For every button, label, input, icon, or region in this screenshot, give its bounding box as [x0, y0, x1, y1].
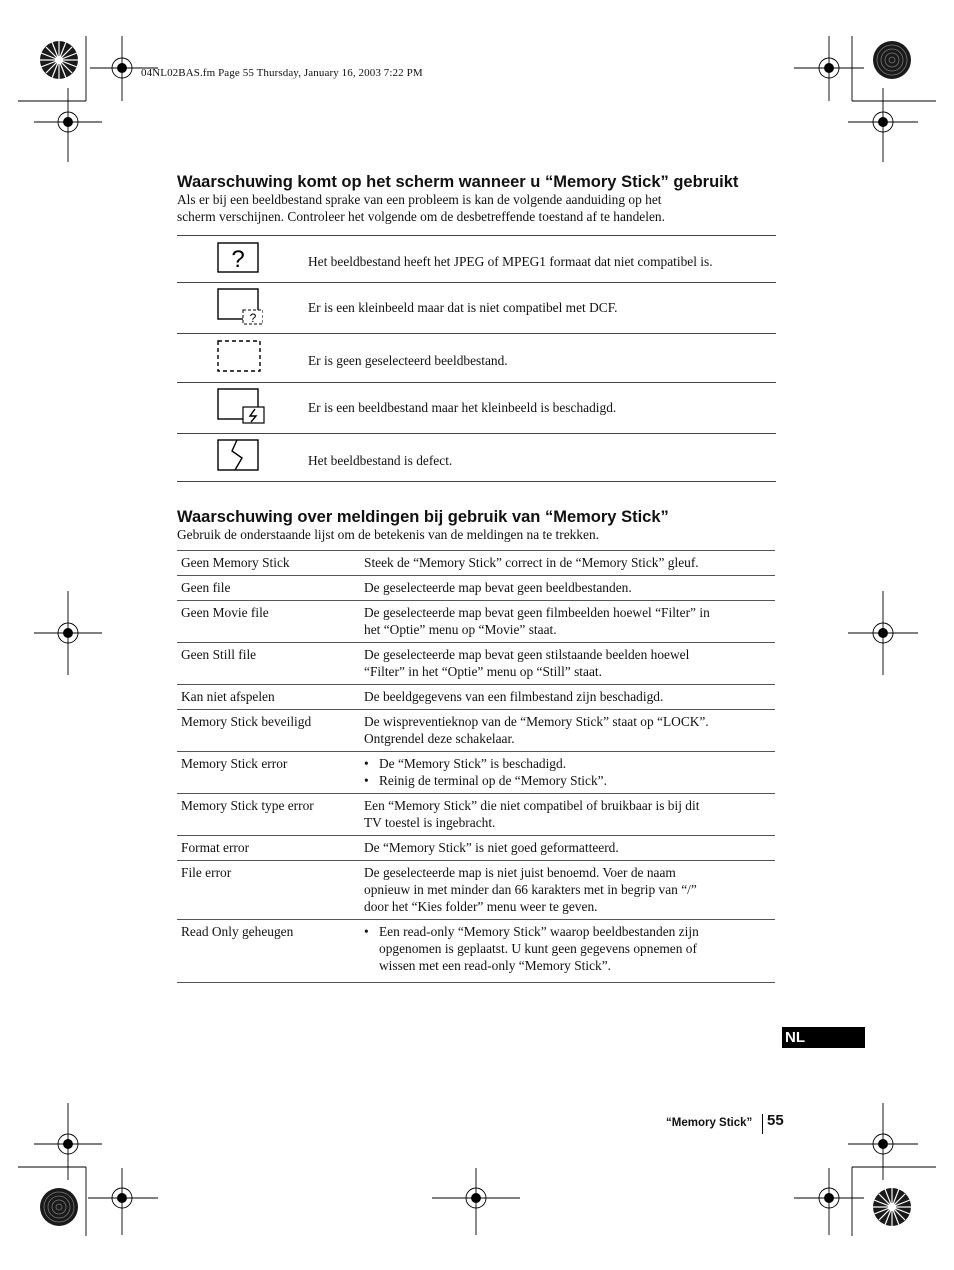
thumbnail-incompatible-icon — [217, 288, 263, 326]
message-description — [355, 861, 775, 920]
description-line: • Een read-only “Memory Stick” waarop beeldbestanden zijn — [379, 924, 699, 939]
description-line: De geselecteerde map bevat geen filmbeelden hoewel “Filter” in — [364, 605, 710, 620]
icon-description: Er is een kleinbeeld maar dat is niet compatibel met DCF. — [308, 300, 618, 315]
section1-intro-line: scherm verschijnen. Controleer het volgende om de desbetreffende toestand af te handelen. — [177, 209, 665, 224]
section1-title: Waarschuwing komt op het scherm wanneer u “Memory Stick” gebruikt — [177, 173, 739, 191]
description-line: opgenomen is geplaatst. U kunt geen gegevens opnemen of — [379, 941, 697, 956]
message-label: Geen Still file — [177, 643, 355, 685]
table-row — [177, 752, 775, 794]
language-tab: NL — [782, 1027, 865, 1048]
table-row — [177, 643, 775, 685]
message-description — [355, 794, 775, 836]
icon-description: Het beeldbestand is defect. — [308, 453, 453, 468]
section2-intro: Gebruik de onderstaande lijst om de betekenis van de meldingen na te trekken. — [177, 527, 600, 542]
bullet-item — [364, 923, 771, 974]
table-row — [177, 836, 775, 861]
dashed-box-icon — [217, 340, 261, 374]
description-line: TV toestel is ingebracht. — [364, 815, 496, 830]
message-label: Memory Stick beveiligd — [177, 710, 355, 752]
message-label: Memory Stick type error — [177, 794, 355, 836]
bullet-list — [364, 755, 771, 789]
starburst-target-icon — [873, 41, 911, 79]
message-label: Geen Memory Stick — [177, 551, 355, 576]
message-description — [355, 601, 775, 643]
table-row — [177, 794, 775, 836]
message-label: File error — [177, 861, 355, 920]
description-line: wissen met een read-only “Memory Stick”. — [379, 958, 612, 973]
description-line: Ontgrendel deze schakelaar. — [364, 731, 515, 746]
icon-table-row — [177, 383, 776, 434]
registration-mark-icon — [432, 1168, 520, 1235]
registration-mark-icon — [794, 1168, 864, 1235]
svg-text:?: ? — [249, 311, 257, 325]
message-description — [355, 710, 775, 752]
warning-icon-table — [177, 235, 776, 482]
registration-mark-icon — [34, 1103, 102, 1180]
registration-mark-icon — [34, 591, 102, 675]
message-description: De beeldgegevens van een filmbestand zijn beschadigd. — [355, 685, 775, 710]
description-line: De geselecteerde map is niet juist benoemd. Voer de naam — [364, 865, 676, 880]
message-label: Memory Stick error — [177, 752, 355, 794]
message-description: De geselecteerde map bevat geen beeldbestanden. — [355, 576, 775, 601]
section1-intro — [177, 191, 777, 225]
description-line: Een “Memory Stick” die niet compatibel of bruikbaar is bij dit — [364, 798, 700, 813]
table-row — [177, 551, 775, 576]
footer-label: “Memory Stick” — [666, 1117, 753, 1129]
message-label: Geen file — [177, 576, 355, 601]
table-row — [177, 685, 775, 710]
message-description: Steek de “Memory Stick” correct in de “Memory Stick” gleuf. — [355, 551, 775, 576]
message-label: Kan niet afspelen — [177, 685, 355, 710]
registration-mark-icon — [848, 591, 918, 675]
message-description — [355, 920, 775, 983]
svg-text:?: ? — [231, 246, 245, 273]
thumbnail-damaged-icon — [217, 388, 267, 426]
section1-intro-line: Als er bij een beeldbestand sprake van een probleem is kan de volgende aanduiding op het — [177, 192, 662, 207]
description-line: door het “Kies folder” menu weer te geven. — [364, 899, 598, 914]
starburst-target-icon — [873, 1188, 911, 1226]
registration-mark-icon — [34, 88, 102, 162]
starburst-target-icon — [40, 41, 78, 79]
icon-table-row — [177, 283, 776, 334]
icon-table-row — [177, 334, 776, 383]
message-table — [177, 550, 775, 983]
icon-description: Er is een beeldbestand maar het kleinbeeld is beschadigd. — [308, 400, 617, 415]
table-row — [177, 576, 775, 601]
description-line: “Filter” in het “Optie” menu op “Still” staat. — [364, 664, 602, 679]
icon-table-row — [177, 236, 776, 283]
message-description — [355, 752, 775, 794]
description-line: De wispreventieknop van de “Memory Stick” staat op “LOCK”. — [364, 714, 709, 729]
message-description — [355, 643, 775, 685]
message-label: Geen Movie file — [177, 601, 355, 643]
table-row — [177, 920, 775, 983]
broken-file-icon — [217, 439, 261, 473]
description-line: het “Optie” menu op “Movie” staat. — [364, 622, 557, 637]
description-line: De geselecteerde map bevat geen stilstaande beelden hoewel — [364, 647, 690, 662]
message-label: Format error — [177, 836, 355, 861]
starburst-target-icon — [40, 1188, 78, 1226]
icon-description: Het beeldbestand heeft het JPEG of MPEG1 formaat dat niet compatibel is. — [308, 254, 713, 269]
table-row — [177, 710, 775, 752]
registration-mark-icon — [848, 88, 918, 162]
registration-mark-icon — [88, 1168, 158, 1235]
message-description: De “Memory Stick” is niet goed geformatteerd. — [355, 836, 775, 861]
table-row — [177, 861, 775, 920]
page-number: 55 — [767, 1112, 784, 1129]
bullet-item: • Reinig de terminal op de “Memory Stick”. — [364, 772, 771, 789]
registration-mark-icon — [794, 36, 864, 101]
registration-mark-icon — [848, 1103, 918, 1180]
bullet-item: • De “Memory Stick” is beschadigd. — [364, 755, 771, 772]
bullet-list — [364, 923, 771, 974]
section2-title: Waarschuwing over meldingen bij gebruik van “Memory Stick” — [177, 508, 669, 526]
question-box-icon — [217, 242, 259, 274]
footer-divider — [762, 1114, 763, 1134]
icon-description: Er is geen geselecteerd beeldbestand. — [308, 353, 508, 368]
description-line: opnieuw in met minder dan 66 karakters met in begrip van “/” — [364, 882, 697, 897]
message-label: Read Only geheugen — [177, 920, 355, 983]
icon-table-row — [177, 434, 776, 482]
table-row — [177, 601, 775, 643]
file-info-header: 04NL02BAS.fm Page 55 Thursday, January 16, 2003 7:22 PM — [141, 67, 423, 79]
